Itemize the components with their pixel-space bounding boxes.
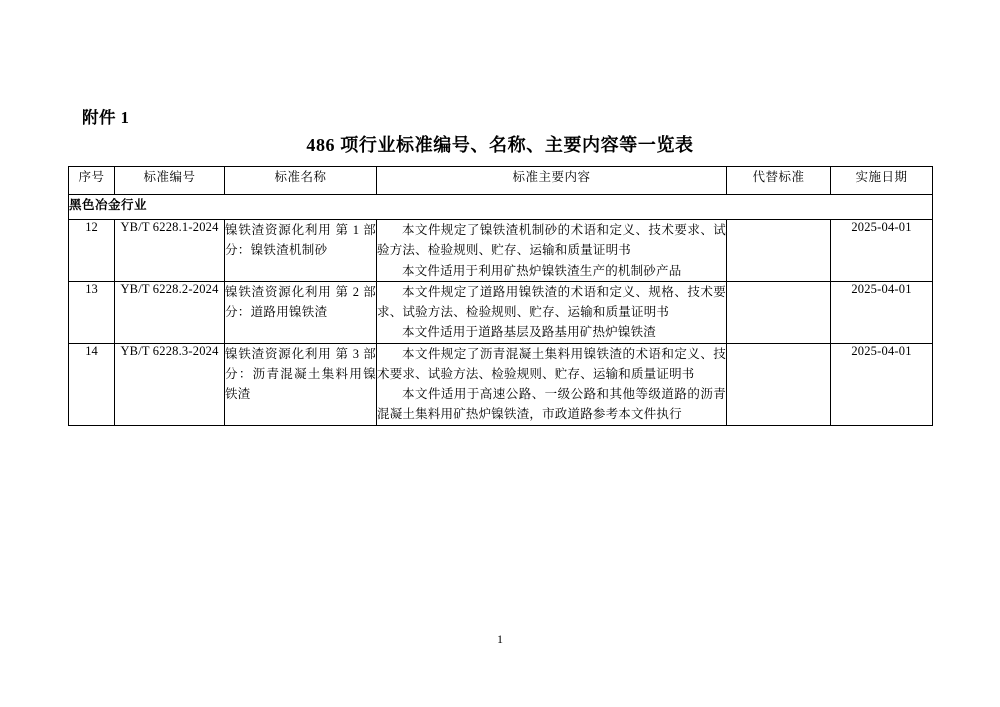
table-section-row — [69, 195, 933, 220]
cell-date: 2025-04-01 — [831, 343, 933, 425]
column-header-replaced: 代替标准 — [727, 167, 831, 195]
cell-content — [377, 220, 727, 282]
column-header-name: 标准名称 — [225, 167, 377, 195]
column-header-date: 实施日期 — [831, 167, 933, 195]
cell-seq: 13 — [69, 281, 115, 343]
content-paragraph: 本文件规定了道路用镍铁渣的术语和定义、规格、技术要求、试验方法、检验规则、贮存、运输和质量证明书 — [377, 284, 726, 319]
cell-name: 镍铁渣资源化利用 第 3 部分：沥青混凝土集料用镍铁渣 — [225, 343, 377, 425]
content-paragraph: 本文件适用于道路基层及路基用矿热炉镍铁渣 — [402, 325, 657, 340]
attachment-label: 附件 1 — [82, 108, 130, 127]
cell-code: YB/T 6228.2-2024 — [115, 281, 225, 343]
content-paragraph: 本文件适用于高速公路、一级公路和其他等级道路的沥青混凝土集料用矿热炉镍铁渣，市政道路参考本文件执行 — [377, 387, 726, 422]
column-header-code: 标准编号 — [115, 167, 225, 195]
table-header-row — [69, 167, 933, 195]
cell-content — [377, 343, 727, 425]
cell-replaced — [727, 281, 831, 343]
cell-seq: 12 — [69, 220, 115, 282]
column-header-content: 标准主要内容 — [377, 167, 727, 195]
table-row — [69, 220, 933, 282]
page-number: 1 — [497, 632, 503, 646]
content-paragraph: 本文件适用于利用矿热炉镍铁渣生产的机制砂产品 — [402, 263, 682, 278]
content-paragraph: 本文件规定了沥青混凝土集料用镍铁渣的术语和定义、技术要求、试验方法、检验规则、贮存、运输和质量证明书 — [377, 346, 726, 381]
cell-code: YB/T 6228.3-2024 — [115, 343, 225, 425]
table-row — [69, 281, 933, 343]
cell-replaced — [727, 220, 831, 282]
cell-name: 镍铁渣资源化利用 第 2 部分：道路用镍铁渣 — [225, 281, 377, 343]
cell-name: 镍铁渣资源化利用 第 1 部分：镍铁渣机制砂 — [225, 220, 377, 282]
cell-seq: 14 — [69, 343, 115, 425]
cell-code: YB/T 6228.1-2024 — [115, 220, 225, 282]
cell-replaced — [727, 343, 831, 425]
page-title: 486 项行业标准编号、名称、主要内容等一览表 — [306, 135, 694, 155]
table-row — [69, 343, 933, 425]
section-title: 黑色冶金行业 — [69, 195, 933, 220]
standards-table — [68, 166, 933, 426]
content-paragraph: 本文件规定了镍铁渣机制砂的术语和定义、技术要求、试验方法、检验规则、贮存、运输和质量证明书 — [377, 223, 726, 258]
cell-date: 2025-04-01 — [831, 281, 933, 343]
cell-date: 2025-04-01 — [831, 220, 933, 282]
cell-content — [377, 281, 727, 343]
column-header-seq: 序号 — [69, 167, 115, 195]
